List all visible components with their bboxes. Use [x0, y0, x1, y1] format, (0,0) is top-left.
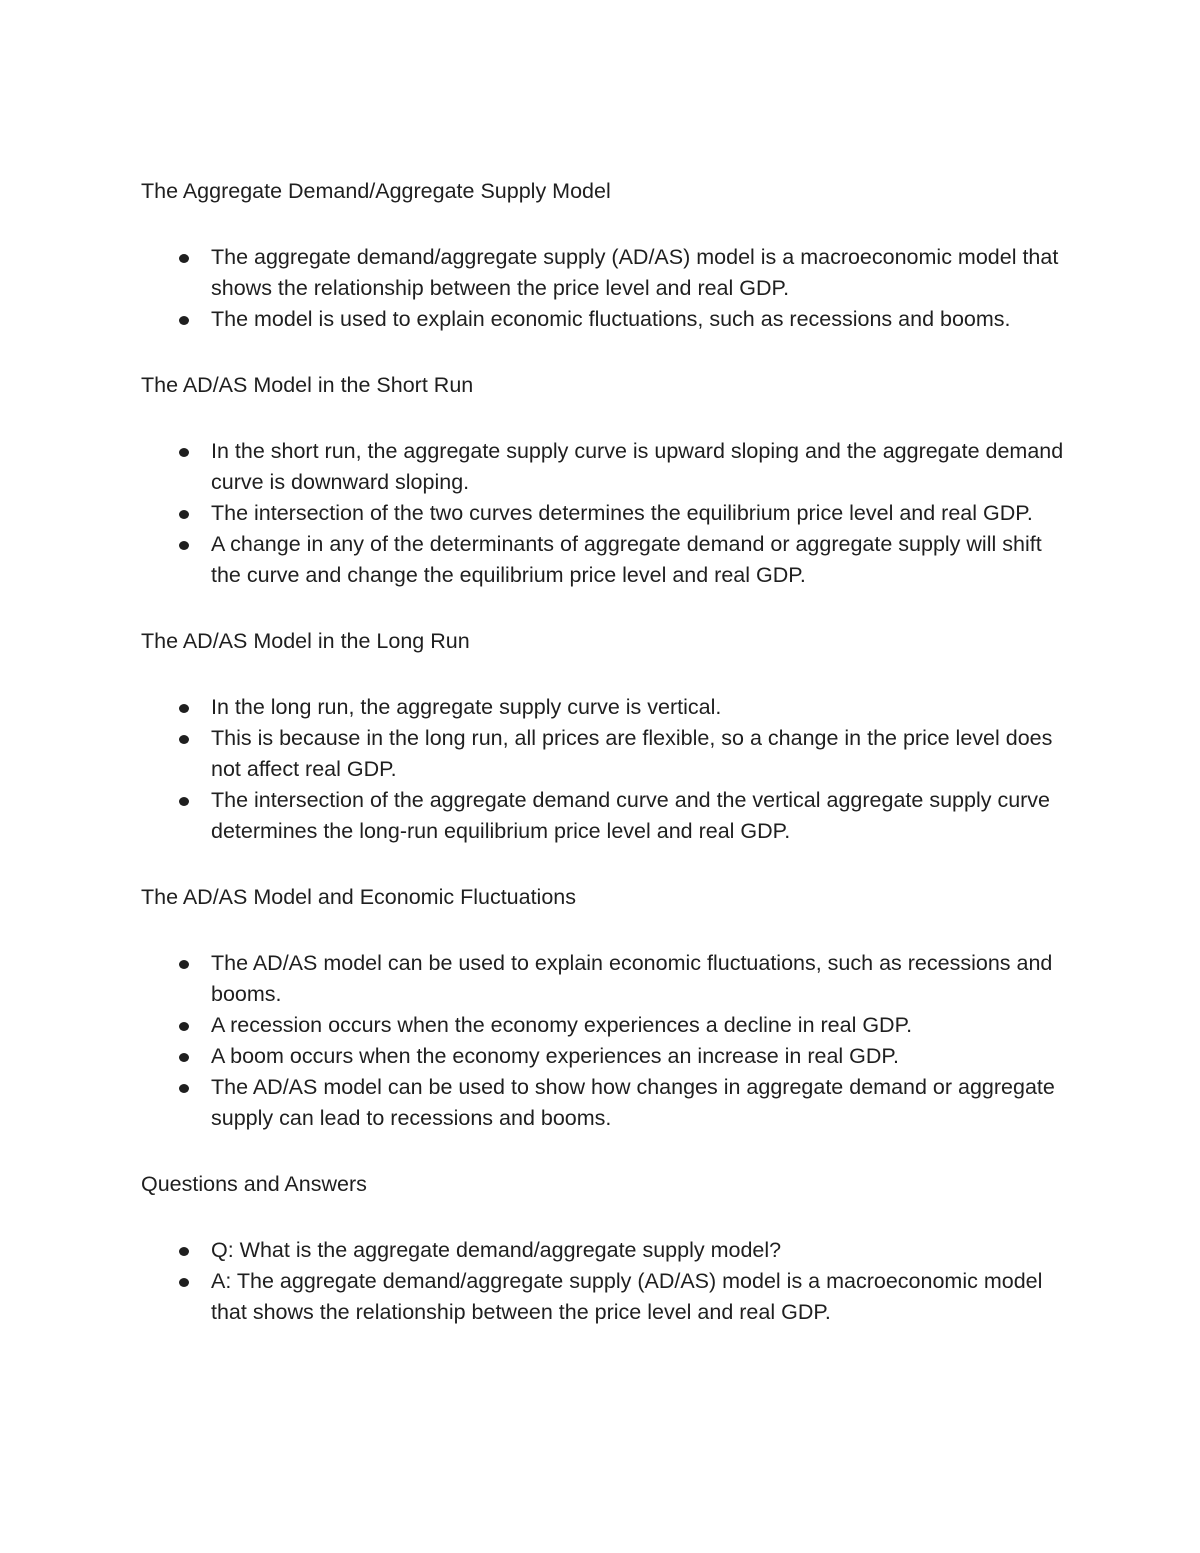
bullet-icon [179, 1053, 189, 1062]
bullet-icon [179, 704, 189, 713]
list-item [141, 1041, 1071, 1072]
section-heading: The AD/AS Model in the Long Run [141, 629, 470, 653]
list-item [141, 723, 1071, 785]
bullet-icon [179, 1278, 189, 1287]
list-item-text: The aggregate demand/aggregate supply (AD/AS) model is a macroeconomic model that shows the relationship between the price level and real GDP. [211, 245, 1059, 300]
bullet-icon [179, 1084, 189, 1093]
list-item-text: The model is used to explain economic fluctuations, such as recessions and booms. [211, 307, 1011, 331]
list-item [141, 1266, 1071, 1328]
list-item-text: A: The aggregate demand/aggregate supply (AD/AS) model is a macroeconomic model that shows the relationship between the price level and real GDP. [211, 1269, 1043, 1324]
list-item [141, 1235, 1071, 1266]
bullet-icon [179, 510, 189, 519]
list-item [141, 498, 1071, 529]
list-item [141, 436, 1071, 498]
bullet-icon [179, 254, 189, 263]
list-item-text: In the long run, the aggregate supply curve is vertical. [211, 695, 722, 719]
bullet-icon [179, 541, 189, 550]
bullet-icon [179, 797, 189, 806]
list-item [141, 242, 1071, 304]
list-item [141, 948, 1071, 1010]
section-heading: The Aggregate Demand/Aggregate Supply Model [141, 179, 611, 203]
list-item [141, 785, 1071, 847]
section-heading: The AD/AS Model in the Short Run [141, 373, 474, 397]
bullet-list [141, 948, 1071, 1134]
list-item-text: In the short run, the aggregate supply curve is upward sloping and the aggregate demand curve is downward sloping. [211, 439, 1064, 494]
bullet-icon [179, 960, 189, 969]
bullet-list [141, 436, 1071, 591]
list-item-text: This is because in the long run, all prices are flexible, so a change in the price level does not affect real GDP. [211, 726, 1053, 781]
bullet-list [141, 1235, 1071, 1328]
list-item [141, 692, 1071, 723]
bullet-icon [179, 316, 189, 325]
bullet-icon [179, 735, 189, 744]
list-item-text: Q: What is the aggregate demand/aggregate supply model? [211, 1238, 782, 1262]
list-item [141, 1010, 1071, 1041]
list-item-text: A recession occurs when the economy experiences a decline in real GDP. [211, 1013, 913, 1037]
list-item [141, 1072, 1071, 1134]
list-item-text: The intersection of the two curves determines the equilibrium price level and real GDP. [211, 501, 1033, 525]
list-item [141, 529, 1071, 591]
document-page [141, 176, 1071, 1363]
list-item-text: The AD/AS model can be used to explain economic fluctuations, such as recessions and booms. [211, 951, 1053, 1006]
list-item-text: A boom occurs when the economy experiences an increase in real GDP. [211, 1044, 899, 1068]
bullet-list [141, 242, 1071, 335]
list-item-text: The AD/AS model can be used to show how changes in aggregate demand or aggregate supply can lead to recessions and booms. [211, 1075, 1055, 1130]
bullet-icon [179, 1022, 189, 1031]
section-heading: The AD/AS Model and Economic Fluctuations [141, 885, 576, 909]
section-heading: Questions and Answers [141, 1172, 367, 1196]
list-item-text: The intersection of the aggregate demand curve and the vertical aggregate supply curve determines the long-run equilibrium price level and real GDP. [211, 788, 1051, 843]
list-item-text: A change in any of the determinants of aggregate demand or aggregate supply will shift the curve and change the equilibrium price level and real GDP. [211, 532, 1042, 587]
bullet-list [141, 692, 1071, 847]
bullet-icon [179, 1247, 189, 1256]
list-item [141, 304, 1071, 335]
bullet-icon [179, 448, 189, 457]
